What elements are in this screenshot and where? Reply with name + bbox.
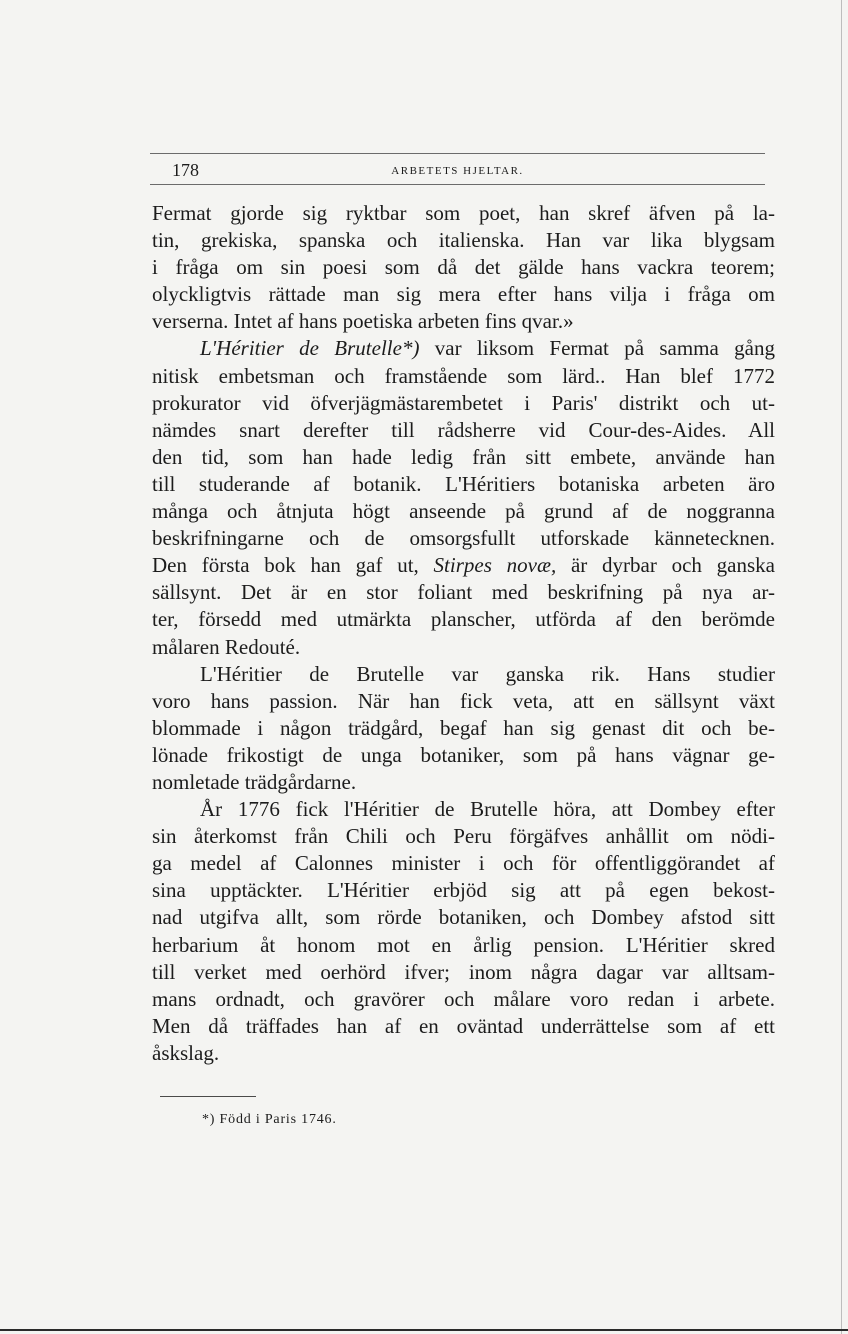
text-line: tin, grekiska, spanska och italienska. Han var lika blygsam bbox=[152, 228, 775, 253]
text-line: nomletade trädgårdarne. bbox=[152, 769, 357, 794]
page-edge-right bbox=[841, 0, 842, 1334]
text-line: prokurator vid öfverjägmästarembetet i Paris' distrikt och ut- bbox=[152, 390, 775, 415]
text-line: År 1776 fick l'Héritier de Brutelle höra, att Dombey efter bbox=[200, 797, 775, 822]
text-line: sina upptäckter. L'Héritier erbjöd sig att på egen bekost- bbox=[152, 878, 775, 903]
text-line: den tid, som han hade ledig från sitt embete, använde han bbox=[152, 444, 775, 469]
header-rule-bottom bbox=[150, 184, 765, 185]
text-span: är dyrbar och ganska bbox=[556, 553, 775, 578]
text-line: till studerande af botanik. L'Héritiers botaniska arbeten äro bbox=[152, 471, 775, 496]
text-line: ga medel af Calonnes minister i och för offentliggörandet af bbox=[152, 851, 775, 876]
text-line: herbarium åt honom mot en årlig pension. L'Héritier skred bbox=[152, 932, 775, 957]
header-rule-top bbox=[150, 153, 765, 154]
text-line: blommade i någon trädgård, begaf han sig genast dit och be- bbox=[152, 715, 775, 740]
text-span: var liksom Fermat på samma gång bbox=[419, 336, 775, 361]
text-line: målaren Redouté. bbox=[152, 634, 301, 659]
text-line bbox=[152, 552, 775, 579]
text-line: lönade frikostigt de unga botaniker, som på hans vägnar ge- bbox=[152, 742, 775, 767]
text-line: beskrifningarne och de omsorgsfullt utforskade kännetecknen. bbox=[152, 526, 775, 551]
text-line: sällsynt. Det är en stor foliant med beskrifning på nya ar- bbox=[152, 580, 775, 605]
text-line: Fermat gjorde sig ryktbar som poet, han skref äfven på la- bbox=[152, 201, 775, 225]
page-number: 178 bbox=[172, 160, 199, 180]
text-line: åskslag. bbox=[152, 1040, 220, 1065]
text-line: Men då träffades han af en oväntad underrättelse som af ett bbox=[152, 1013, 775, 1038]
italic-name: L'Héritier de Brutelle*) bbox=[200, 336, 420, 361]
page-edge-bottom bbox=[0, 1329, 848, 1331]
text-line: mans ordnadt, och gravörer och målare voro redan i arbete. bbox=[152, 986, 775, 1011]
footnote-rule bbox=[160, 1096, 256, 1097]
text-line: voro hans passion. När han fick veta, att en sällsynt växt bbox=[152, 688, 775, 713]
text-line: ter, försedd med utmärkta planscher, utförda af den berömde bbox=[152, 607, 775, 632]
text-line: nämdes snart derefter till rådsherre vid Cour-des-Aides. All bbox=[152, 417, 775, 442]
text-line: verserna. Intet af hans poetiska arbeten fins qvar.» bbox=[152, 309, 574, 334]
text-line: L'Héritier de Brutelle var ganska rik. Hans studier bbox=[200, 661, 775, 686]
text-line: i fråga om sin poesi som då det gälde hans vackra teorem; bbox=[152, 255, 775, 280]
text-line: olyckligtvis rättade man sig mera efter hans vilja i fråga om bbox=[152, 282, 775, 307]
text-span: Den första bok han gaf ut, bbox=[152, 553, 434, 578]
text-line: nitisk embetsman och framstående som lärd.. Han blef 1772 bbox=[152, 363, 775, 388]
text-line bbox=[152, 335, 775, 362]
body-text bbox=[152, 200, 775, 1067]
footnote: *) Född i Paris 1746. bbox=[202, 1112, 337, 1127]
italic-title: Stirpes novæ, bbox=[433, 553, 557, 578]
text-line: till verket med oerhörd ifver; inom några dagar var alltsam- bbox=[152, 959, 775, 984]
text-line: nad utgifva allt, som rörde botaniken, och Dombey afstod sitt bbox=[152, 905, 775, 930]
page-header bbox=[150, 158, 765, 184]
text-line: många och åtnjuta högt anseende på grund af de noggranna bbox=[152, 499, 775, 524]
text-line: sin återkomst från Chili och Peru förgäfves anhållit om nödi- bbox=[152, 824, 775, 849]
running-head: ARBETETS HJELTAR. bbox=[391, 165, 524, 177]
